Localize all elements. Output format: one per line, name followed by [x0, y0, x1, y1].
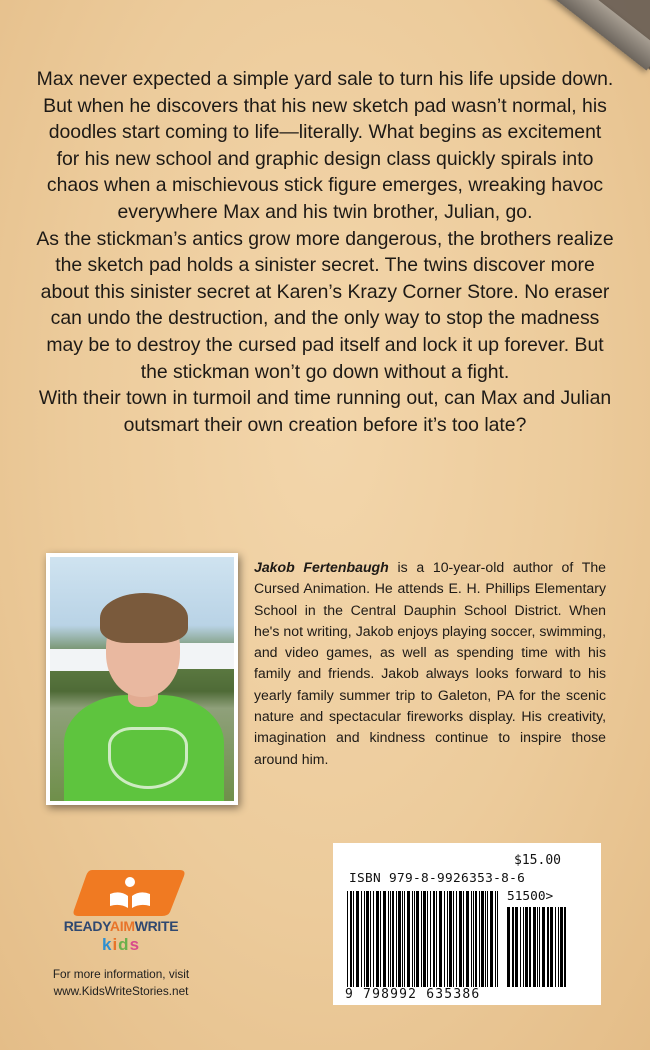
isbn-label: ISBN 979-8-9926353-8-6 [349, 871, 526, 886]
barcode-bar [427, 891, 428, 987]
blurb-paragraph-2: As the stickman’s antics grow more dangerous, the brothers realize the sketch pad holds a sinister secret. The twins discover more about this sinister secret at Karen’s Krazy Corner Store. No eraser can undo the destruction, and the only way to stop the madness may be to destroy the cursed pad itself and lock it up forever. But the stickman won’t go down without a fight. [36, 227, 614, 383]
blurb-paragraph-3: With their town in turmoil and time running out, can Max and Julian outsmart their own creation before it’s too late? [38, 387, 612, 436]
barcode-bar [396, 891, 397, 987]
barcode-bar [555, 907, 556, 987]
barcode-bar [414, 891, 415, 987]
publisher-kids [47, 935, 195, 955]
barcode-bars [347, 891, 499, 987]
barcode-bar [512, 907, 514, 987]
barcode-bar [398, 891, 401, 987]
barcode-bar [392, 891, 394, 987]
barcode-bar [412, 891, 413, 987]
barcode-bar [439, 891, 442, 987]
barcode-bar [542, 907, 545, 987]
barcode-addon-bars [507, 907, 567, 987]
barcode-bar [547, 907, 549, 987]
barcode-bar [436, 891, 437, 987]
barcode-bar [449, 891, 452, 987]
barcode-bar [550, 907, 553, 987]
barcode-bar [353, 891, 354, 987]
blurb-paragraph-1: Max never expected a simple yard sale to turn his life upside down. But when he discovers that his new sketch pad wasn’t normal, his doodles start coming to life—literally. What begins as excitement for his new school and graphic design class quickly spirals into chaos when a mischievous stick figure emerges, wreaking havoc everywhere Max and his twin brother, Julian, go. [36, 68, 614, 223]
barcode-bar [560, 907, 563, 987]
barcode-bar [487, 891, 488, 987]
barcode-bar [515, 907, 518, 987]
barcode-bar [407, 891, 410, 987]
barcode-bar [356, 891, 359, 987]
barcode-bar [366, 891, 369, 987]
barcode-bar [520, 907, 521, 987]
barcode-bar [533, 907, 536, 987]
barcode-bar [383, 891, 386, 987]
publisher-name-aim: AIM [109, 918, 135, 934]
info-line: For more information, visit [52, 967, 190, 981]
kids-letter: s [129, 935, 141, 954]
barcode-bar [380, 891, 381, 987]
author-photo [46, 553, 238, 805]
barcode-bar [404, 891, 405, 987]
barcode-bar [350, 891, 352, 987]
barcode-bar [370, 891, 371, 987]
kids-letter: i [112, 935, 119, 954]
barcode-bar [402, 891, 403, 987]
barcode-bar [507, 907, 510, 987]
barcode-bar [471, 891, 472, 987]
barcode-bar [361, 891, 362, 987]
barcode-bar [539, 907, 540, 987]
author-name: Jakob Fertenbaugh [254, 559, 389, 575]
barcode-bar [481, 891, 484, 987]
publisher-name-write: WRITE [134, 918, 179, 934]
website-link[interactable]: www.KidsWriteStories.net [53, 983, 189, 998]
publisher-name [47, 918, 195, 934]
barcode-bar [423, 891, 426, 987]
publisher-name-ready: READY [63, 918, 110, 934]
barcode-bar [433, 891, 435, 987]
barcode-bar [447, 891, 448, 987]
barcode-bar [388, 891, 389, 987]
barcode-bar [466, 891, 469, 987]
barcode-bar [473, 891, 474, 987]
barcode-bar [475, 891, 477, 987]
barcode-bar [490, 891, 493, 987]
publisher-info [40, 966, 202, 999]
barcode-bar [558, 907, 559, 987]
barcode-bar [529, 907, 531, 987]
barcode-bar [444, 891, 445, 987]
barcode-bar [479, 891, 480, 987]
book-blurb [36, 66, 614, 438]
barcode-bar [376, 891, 379, 987]
barcode-bar [430, 891, 431, 987]
kids-letter: k [101, 935, 113, 954]
barcode-bar [347, 891, 348, 987]
barcode-panel [333, 843, 601, 1005]
barcode-bar [537, 907, 538, 987]
kids-letter: d [118, 935, 130, 954]
barcode-bar [416, 891, 419, 987]
author-photo-image [50, 557, 234, 801]
barcode-bar [495, 891, 496, 987]
author-bio [254, 557, 606, 770]
barcode-bar [459, 891, 462, 987]
ean-digits: 9 798992 635386 [345, 987, 481, 1002]
barcode-bar [456, 891, 457, 987]
price-label: $15.00 [514, 853, 561, 868]
barcode-bar [523, 907, 524, 987]
barcode-bar [525, 907, 528, 987]
barcode-bar [453, 891, 454, 987]
barcode-bar [373, 891, 374, 987]
barcode-bar [564, 907, 566, 987]
barcode-bar [421, 891, 422, 987]
barcode-addon-label: 51500> [507, 889, 554, 904]
barcode-bar [485, 891, 486, 987]
barcode-bar [364, 891, 365, 987]
barcode-bar [390, 891, 391, 987]
barcode-bar [497, 891, 498, 987]
author-bio-text: is a 10-year-old author of The Cursed Animation. He attends E. H. Phillips Elementary School in the Central Dauphin School District. When he's not writing, Jakob enjoys playing soccer, swimming, and video games, as well as spending time with his family and friends. Jakob always looks forward to his yearly family summer trip to Galeton, PA for the scenic nature and spectacular fireworks display. His creativity, imagination and kindness continue to inspire those around him. [254, 559, 607, 767]
barcode-bar [463, 891, 464, 987]
